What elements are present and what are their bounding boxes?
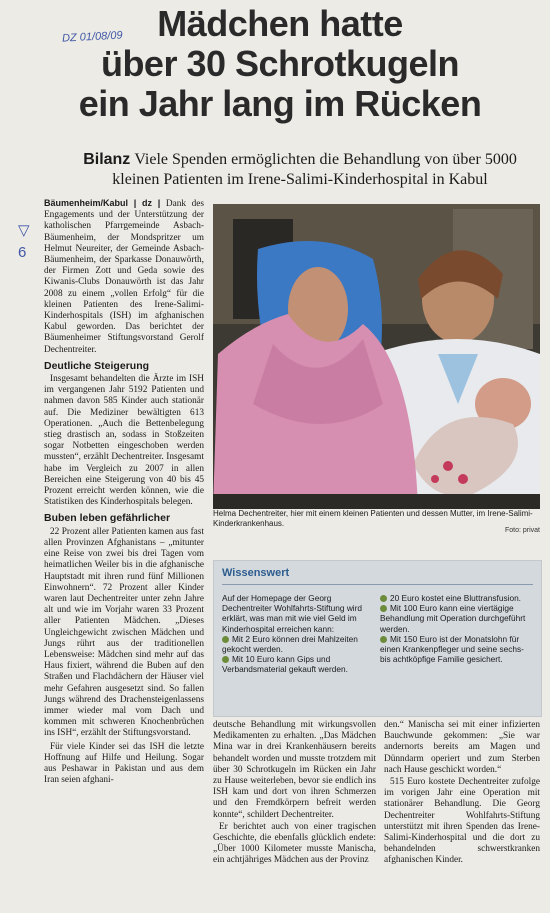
headline-line-1: Mädchen hatte [157,3,403,44]
paragraph-kosten: 515 Euro kostete Dechentreiter zufolge im vorigen Jahr eine Operation mit stationärer Behandlung. Die Georg Dechentreiter Wohlfahrts-Stiftung unterstützt mit ihren Spenden das Irene-Salimi-Kinderhospital und die dort zu behandelnden schwerstkranken afghanischen Kinder. [384,777,540,866]
info-item: Mit 150 Euro ist der Monatslohn für einen Krankenpfleger und seine sechs- bis achtköpfige Familie gesichert. [380,633,524,665]
info-box-rule [222,584,533,585]
info-box-column-2 [380,593,532,664]
headline-line-2: über 30 Schrotkugeln [100,43,460,84]
article-column-1 [44,198,204,910]
info-item: 20 Euro kostet eine Bluttransfusion. [380,593,532,603]
headline [20,4,540,124]
subheadline [60,150,540,190]
pen-mark-triangle: ▽ [18,222,30,239]
info-box-column-1 [222,593,372,675]
info-item: Mit 100 Euro kann eine viertägige Behandlung mit Operation durchgeführt werden. [380,603,526,634]
info-item: Mit 10 Euro kann Gips und Verbandsmaterial gekauft werden. [222,654,348,675]
paragraph-buben: 22 Prozent aller Patienten kamen aus fast allen Provinzen Afghanistans – „mitunter eine Reise von zwei bis drei Tagen vom heimatlichen Weiler bis in die afghanische Hauptstadt mit ihren rund fünf Millionen Einwohnern“. 72 Prozent aller Kinder waren laut Dechentreiter unter zehn Jahre alt und wie im Vorjahr waren 33 Prozent aller Patienten Mädchen. „Dieses Ungleichgewicht zwischen Mädchen und Jungs rührt aus der traditionellen Lebensweise: Mädchen sind mehr auf das Haus fixiert, während die Buben auf den Straßen und Flachdächern der Häuser viel mehr Gefahren ausgesetzt sind. So fallen Jungs während des Drachensteigenlassens immer wieder mal vom Dach und kommen mit schweren Knochenbrüchen ins ISH“, erzählt der Stiftungsvorstand. [44,526,204,739]
bullet-icon [222,636,229,643]
photo-credit: Foto: privat [504,527,540,534]
subhead-kicker: Bilanz [83,151,131,168]
paragraph-hoffnung: Für viele Kinder sei das ISH die letzte Hoffnung auf Hilfe und Heilung. Sogar aus Peshawar in Pakistan und aus dem Iran seien afghani- [44,741,204,786]
bullet-icon [380,595,387,602]
paragraph-mina: deutsche Behandlung mit wirkungsvollen Medikamenten zu erhalten. „Das Mädchen Mina war in drei Krankenhäusern bereits behandelt worden und musste trotzdem mit über 30 Schrotkugeln im Rücken ein Jahr zu Hause weiterleben, bevor sie endlich ins ISH kam und dort von ihren Schmerzen und den Fremdkörpern befreit werden konnte“, schildert Dechentreiter. [213,720,376,820]
handwritten-date-stamp: DZ 01/08/09 [61,29,123,45]
photo-caption: Helma Dechentreiter, hier mit einem kleinen Patienten und dessen Mutter, im Irene-Salimi-Kinderkrankenhaus. [213,509,533,528]
bullet-icon [380,605,387,612]
info-box [213,560,542,717]
paragraph-steigerung: Insgesamt behandelten die Ärzte im ISH im vergangenen Jahr 5192 Patienten und nahmen davon 585 Kinder auch stationär auf. Die Mediziner bewältigten 613 Operationen. „Auch die Bettenbelegung stieg drastisch an, sodass in Stoßzeiten sogar Notbetten eingeschoben werden mussten“, erzählt Dechentreiter. Insgesamt habe im Vergleich zu 2007 in allen Bereichen eine Steigerung von 40 bis 45 Prozent erreicht werden können, wie die Statistiken des Kinderhospitals belegen. [44,374,204,508]
margin-pen-marks [18,220,30,264]
bullet-icon [380,636,387,643]
paragraph-manischa: Er berichtet auch von einer tragischen Geschichte, die ebenfalls glücklich endete: „Über 1000 Kilometer musste Manischa, ein achtjähriges Mädchen aus der Provinz [213,821,376,866]
pen-mark-number: 6 [18,244,27,261]
section-heading-steigerung: Deutliche Steigerung [44,359,150,372]
section-heading-buben: Buben leben gefährlicher [44,512,171,525]
bullet-icon [222,656,229,663]
subhead-text: Viele Spenden ermöglichten die Behandlung von über 5000 kleinen Patienten im Irene-Salimi-Kinderhospital in Kabul [112,151,517,188]
article-column-2 [213,720,376,910]
paragraph-intro: Dank des Engagements und der Unterstützung der katholischen Pfarrgemeinde Asbach-Bäumenheim, der Mondspritzer um Helmut Neureiter, der Gemeinde Asbach-Bäumenheim, der Sparkasse Donauwörth, der Firmen Zott und Geda sowie des Kiwanis-Clubs Donauwörth ist das Jahr 2008 zu einem „vollen Erfolg“ für die kleinen Patienten des Irene-Salimi-Kinderhospitals (ISH) im afghanischen Kabul geworden. Das berichtet der Bäumenheimer Stiftungsvorstand Gerolf Dechentreiter. [44,199,204,355]
paragraph-bauchwunde: den.“ Manischa sei mit einer infizierten Bauchwunde gekommen: „Sie war andernorts bereits am Magen und Dünndarm operiert und zum Sterben nach Hause geschickt worden.“ [384,720,540,775]
article-photo [213,204,540,509]
info-item: Mit 2 Euro können drei Mahlzeiten gekocht werden. [222,633,358,655]
info-box-intro: Auf der Homepage der Georg Dechentreiter Wohlfahrts-Stiftung wird erklärt, was man mit wie viel Geld im Kinderhospital erreichen kann: [222,593,363,634]
info-box-title: Wissenswert [222,567,290,579]
headline-line-3: ein Jahr lang im Rücken [78,83,482,124]
article-column-3 [384,720,540,910]
dateline: Bäumenheim/Kabul | dz | [44,198,161,208]
